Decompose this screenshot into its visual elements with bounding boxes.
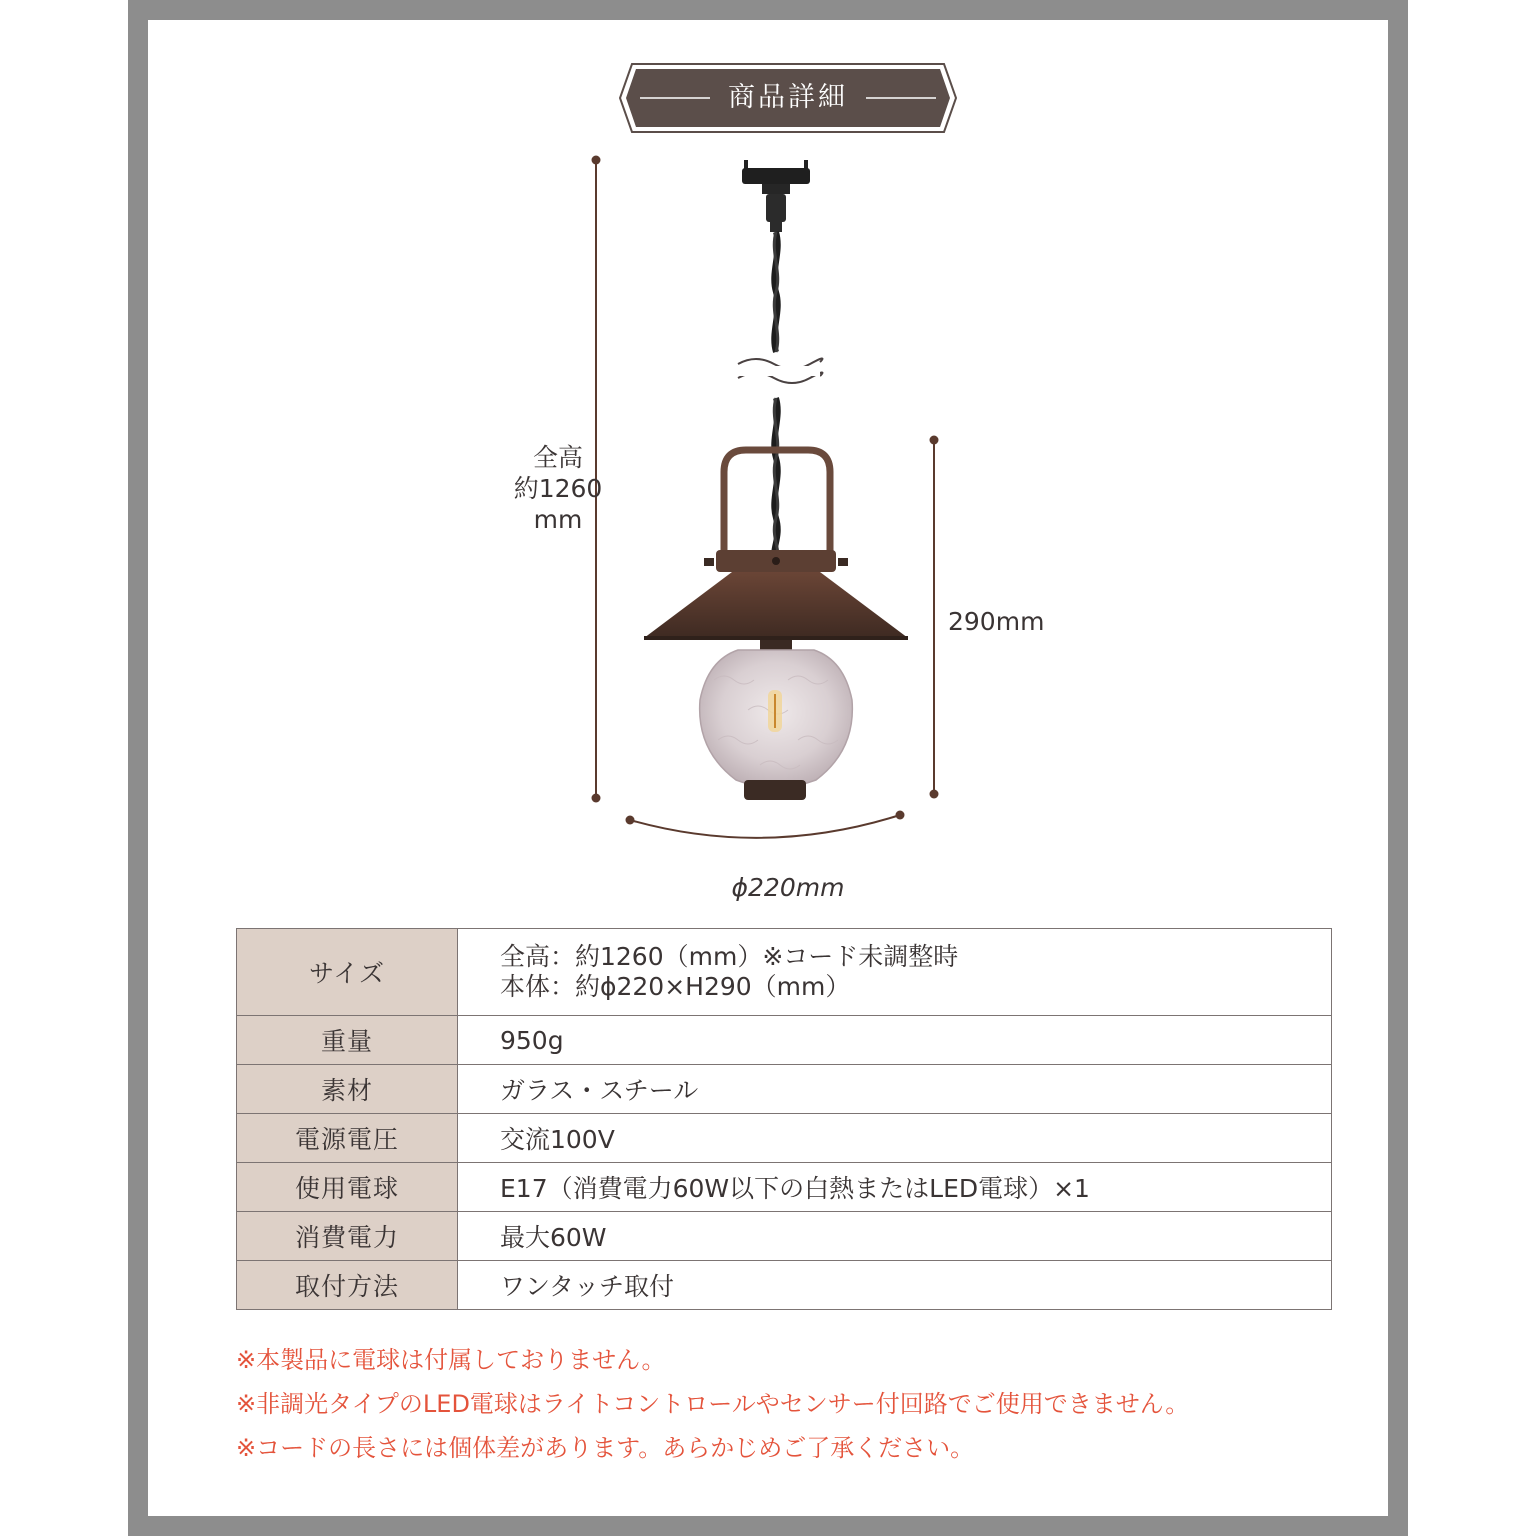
spec-label-weight: 重量	[237, 1016, 458, 1065]
total-height-line3: mm	[533, 505, 583, 534]
diameter-dimension-line	[626, 811, 905, 838]
spec-label-mount: 取付方法	[237, 1261, 458, 1310]
total-height-line1: 全高	[532, 443, 583, 472]
size-value-line1: 全高：約1260（mm）※コード未調整時	[500, 942, 959, 971]
spec-table	[236, 928, 1332, 1310]
spec-label-material: 素材	[237, 1065, 458, 1114]
table-row	[237, 929, 1332, 1016]
lamp-shade	[644, 572, 908, 640]
table-row	[237, 1065, 1332, 1114]
pendant-lamp-illustration	[148, 20, 1388, 920]
table-row	[237, 1114, 1332, 1163]
spec-value-power: 交流100V	[458, 1114, 1332, 1163]
twisted-cord	[774, 232, 777, 560]
note-cord-length: ※コードの長さには個体差があります。あらかじめご了承ください。	[236, 1434, 975, 1462]
table-row	[237, 1016, 1332, 1065]
note-no-bulb: ※本製品に電球は付属しておりません。	[236, 1346, 666, 1374]
spec-label-size: サイズ	[237, 929, 458, 1016]
section-title: 商品詳細	[728, 82, 848, 113]
total-height-line2: 約1260	[513, 474, 603, 503]
diameter-label: ϕ220mm	[731, 873, 845, 902]
spec-label-power: 電源電圧	[237, 1114, 458, 1163]
table-row	[237, 1163, 1332, 1212]
content-panel	[148, 20, 1388, 1516]
spec-value-size	[458, 929, 1332, 1016]
total-height-label	[493, 442, 623, 535]
outer-frame	[128, 0, 1408, 1536]
spec-label-consumption: 消費電力	[237, 1212, 458, 1261]
spec-value-material: ガラス・スチール	[458, 1065, 1332, 1114]
spec-value-bulb: E17（消費電力60W以下の白熱またはLED電球）×1	[458, 1163, 1332, 1212]
lamp-collar	[704, 550, 848, 572]
table-row	[237, 1212, 1332, 1261]
spec-value-mount: ワンタッチ取付	[458, 1261, 1332, 1310]
spec-value-weight: 950g	[458, 1016, 1332, 1065]
spec-label-bulb: 使用電球	[237, 1163, 458, 1212]
notes	[236, 1338, 1336, 1470]
note-non-dimmable: ※非調光タイプのLED電球はライトコントロールやセンサー付回路でご使用できません。	[236, 1390, 1190, 1418]
body-height-dimension-line	[930, 436, 939, 799]
body-height-label: 290mm	[948, 607, 1045, 636]
size-value-line2: 本体：約ϕ220×H290（mm）	[500, 972, 851, 1001]
spec-value-consumption: 最大60W	[458, 1212, 1332, 1261]
cord-break-mark	[738, 358, 822, 383]
glass-globe	[700, 640, 853, 800]
ceiling-canopy	[742, 160, 810, 232]
table-row	[237, 1261, 1332, 1310]
